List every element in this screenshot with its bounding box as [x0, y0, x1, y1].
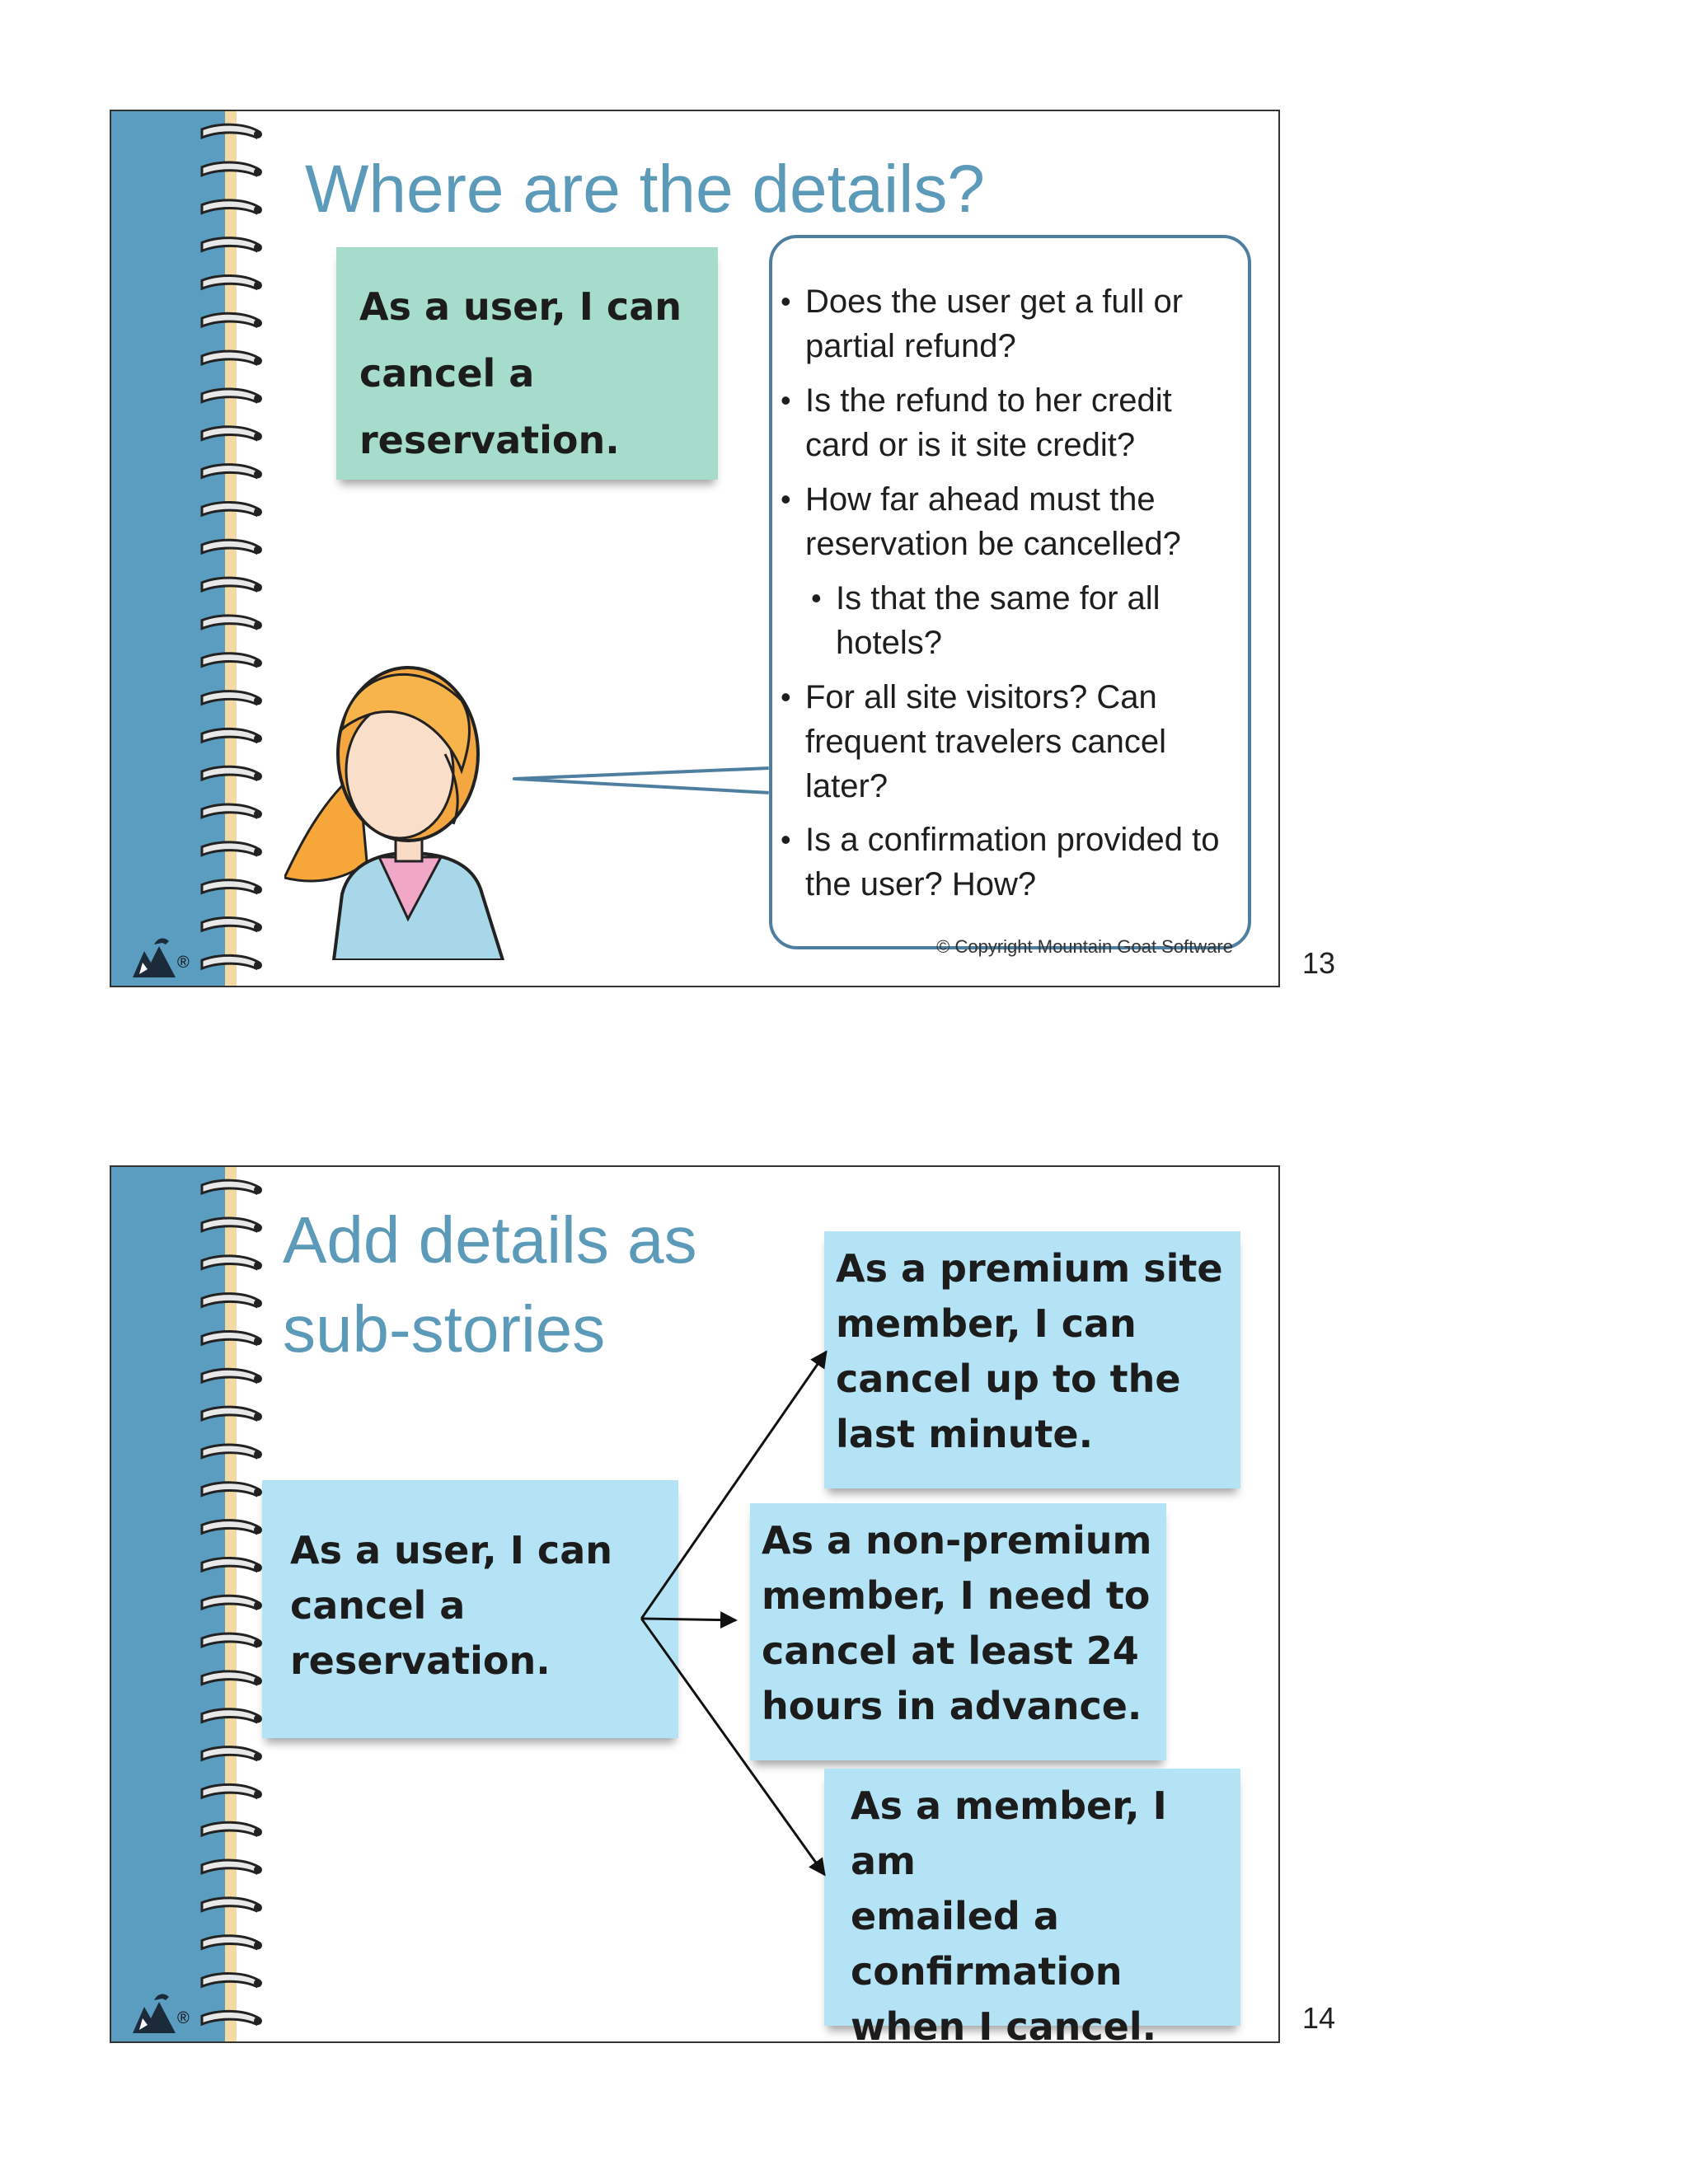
spiral-ring-icon [202, 1822, 262, 1836]
spiral-ring-icon [202, 1331, 262, 1345]
sub-story-line: As a non-premium [762, 1518, 1152, 1563]
question-item: • Does the user get a full or partial refund? [805, 279, 1231, 368]
spiral-ring-icon [202, 1633, 262, 1647]
spiral-ring-icon [202, 465, 262, 479]
story-card-line: cancel a [359, 351, 535, 396]
spiral-ring-icon [202, 918, 262, 932]
spiral-ring-icon [194, 111, 293, 986]
slide-title [283, 1196, 697, 1374]
sub-story-line: member, I can [836, 1301, 1137, 1346]
spiral-ring-icon [202, 124, 262, 138]
spiral-ring-icon [202, 313, 262, 327]
question-item: • For all site visitors? Can frequent travelers cancel later? [805, 675, 1231, 808]
spiral-ring-icon [202, 1256, 262, 1270]
spiral-ring-icon [202, 1558, 262, 1572]
slide-title: Where are the details? [305, 152, 986, 227]
parent-story-line: cancel a [290, 1583, 466, 1628]
registered-mark: ® [177, 2009, 190, 2027]
question-sub-item: • Is that the same for all hotels? [836, 576, 1231, 665]
sub-story-card [824, 1231, 1240, 1488]
sub-story-card [750, 1503, 1166, 1760]
sub-story-line: emailed a [851, 1894, 1059, 1938]
spiral-ring-icon [202, 654, 262, 668]
spiral-ring-icon [202, 1521, 262, 1535]
spiral-ring-icon [202, 578, 262, 592]
slide-number: 14 [1302, 2001, 1336, 2035]
story-card [336, 247, 718, 480]
spiral-ring-icon [202, 1294, 262, 1308]
parent-story-line: As a user, I can [290, 1528, 612, 1572]
spiral-ring-icon [202, 1596, 262, 1610]
sub-story-line: cancel at least 24 [762, 1629, 1139, 1673]
spiral-ring-icon [202, 275, 262, 289]
sub-story-line: As a premium site [836, 1246, 1223, 1291]
story-card-line: As a user, I can [359, 284, 682, 329]
sub-story-line: cancel up to the [836, 1357, 1181, 1401]
parent-story-card [262, 1480, 678, 1738]
spiral-ring-icon [202, 351, 262, 365]
slide-number: 13 [1302, 946, 1336, 980]
question-item: • Is a confirmation provided to the user? How? [805, 818, 1231, 907]
story-card-line: reservation. [359, 418, 620, 462]
slide-14 [110, 1165, 1280, 2043]
spiral-ring-icon [202, 427, 262, 441]
spiral-ring-icon [202, 729, 262, 743]
spiral-ring-icon [202, 1483, 262, 1497]
spiral-ring-icon [202, 1407, 262, 1421]
spiral-ring-icon [202, 1784, 262, 1798]
spiral-ring-icon [202, 1218, 262, 1232]
parent-story-line: reservation. [290, 1638, 551, 1683]
spiral-ring-icon [202, 1747, 262, 1761]
spiral-ring-icon [202, 502, 262, 516]
spiral-ring-icon [202, 540, 262, 554]
question-item: • How far ahead must the reservation be cancelled? [805, 477, 1231, 566]
sub-story-line: when I cancel. [851, 2004, 1157, 2043]
mountain-goat-logo-icon [129, 930, 179, 979]
spiral-ring-icon [202, 162, 262, 176]
spiral-ring-icon [202, 955, 262, 969]
spiral-ring-icon [202, 766, 262, 780]
spiral-ring-icon [202, 1709, 262, 1723]
spiral-ring-icon [202, 1974, 262, 1988]
spiral-ring-icon [202, 1445, 262, 1459]
spiral-ring-icon [202, 880, 262, 894]
slide-title-line: sub-stories [283, 1292, 606, 1366]
spiral-ring-icon [202, 389, 262, 403]
question-item: • Is the refund to her credit card or is it site credit? [805, 378, 1231, 467]
sub-story-line: last minute. [836, 1412, 1094, 1456]
spiral-ring-icon [202, 200, 262, 214]
spiral-ring-icon [202, 2011, 262, 2025]
sub-story-line: member, I need to [762, 1573, 1151, 1618]
registered-mark: ® [177, 954, 190, 972]
slide-13 [110, 110, 1280, 987]
spiral-ring-icon [202, 1180, 262, 1194]
sub-story-line: hours in advance. [762, 1684, 1142, 1728]
woman-avatar-icon [284, 614, 532, 960]
spiral-ring-icon [202, 804, 262, 818]
spiral-ring-icon [202, 1898, 262, 1912]
spiral-ring-icon [202, 616, 262, 630]
sub-story-line: As a member, I am [851, 1783, 1167, 1883]
spiral-ring-icon [202, 691, 262, 705]
spiral-ring-icon [202, 1671, 262, 1685]
mountain-goat-logo-icon [129, 1985, 179, 2035]
copyright-text: © Copyright Mountain Goat Software [936, 936, 1233, 957]
slide-title-line: Add details as [283, 1203, 697, 1277]
spiral-ring-icon [202, 238, 262, 252]
sub-story-line: confirmation [851, 1949, 1123, 1994]
spiral-ring-icon [202, 842, 262, 856]
spiral-ring-icon [202, 1936, 262, 1950]
spiral-ring-icon [202, 1369, 262, 1383]
spiral-ring-icon [202, 1860, 262, 1874]
speech-bubble [769, 235, 1251, 949]
sub-story-card [824, 1769, 1240, 2043]
